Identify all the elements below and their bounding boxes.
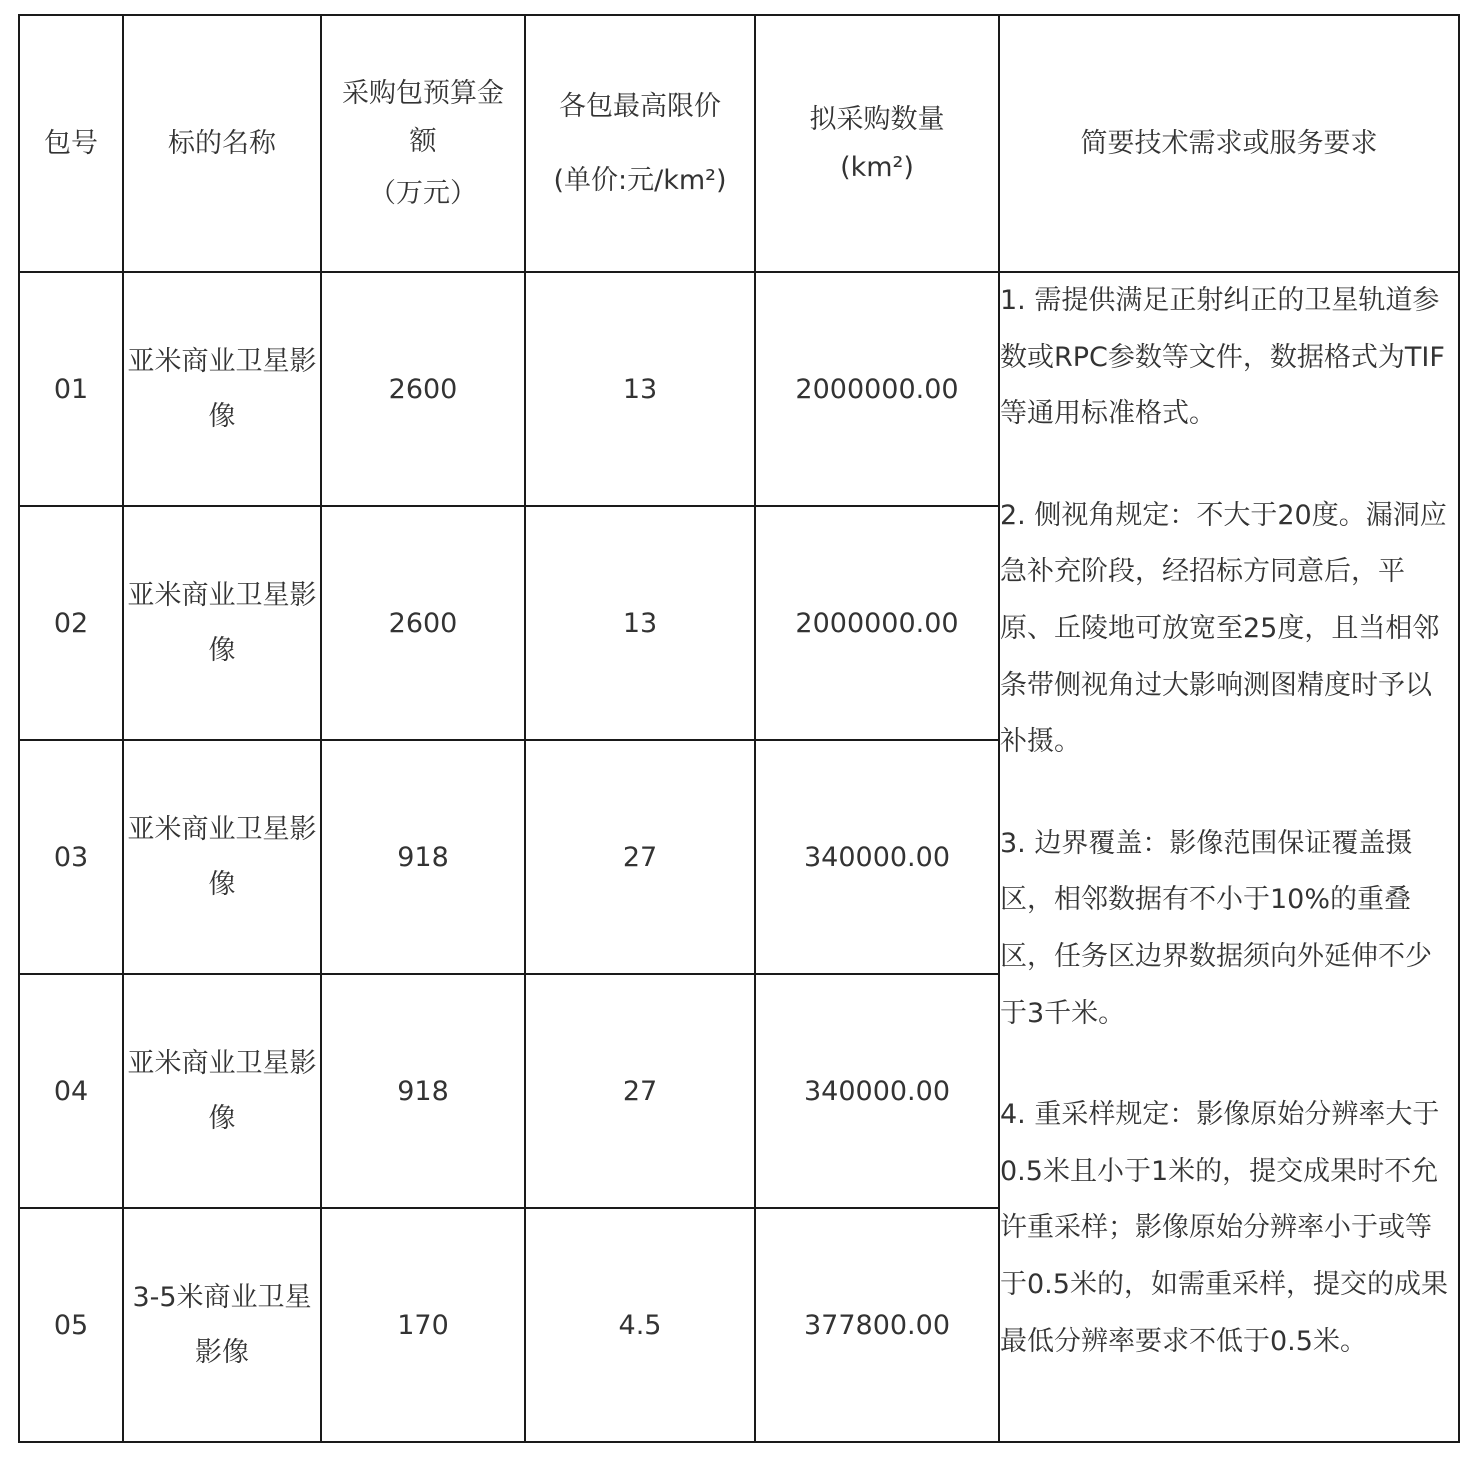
requirement-item: 1. 需提供满足正射纠正的卫星轨道参数或RPC参数等文件，数据格式为TIF等通用标准格式。 (1000, 285, 1445, 430)
budget-cell: 2600 (321, 506, 525, 740)
header-requirements (999, 15, 1459, 272)
quantity-cell: 2000000.00 (755, 506, 999, 740)
header-quantity-line2: (km²) (840, 151, 914, 183)
quantity-cell: 340000.00 (755, 740, 999, 974)
package-no-cell: 02 (19, 506, 123, 740)
header-item-name-label: 标的名称 (168, 127, 276, 159)
package-no-cell: 01 (19, 272, 123, 506)
quantity-cell: 2000000.00 (755, 272, 999, 506)
requirements-cell (999, 272, 1459, 1442)
requirement-item: 4. 重采样规定：影像原始分辨率大于0.5米且小于1米的，提交成果时不允许重采样；影像原始分辨率小于或等于0.5米的，如需重采样，提交的成果最低分辨率要求不低于0.5米。 (1000, 1099, 1448, 1357)
item-name-cell: 亚米商业卫星影像 (123, 506, 321, 740)
table-row (19, 272, 1459, 506)
header-quantity-line1: 拟采购数量 (809, 103, 945, 135)
max-price-cell: 13 (525, 506, 755, 740)
header-budget-line1: 采购包预算金 (342, 77, 504, 109)
item-name-cell: 3-5米商业卫星影像 (123, 1208, 321, 1442)
header-item-name (123, 15, 321, 272)
max-price-cell: 27 (525, 974, 755, 1208)
header-requirements-label: 简要技术需求或服务要求 (1080, 127, 1378, 159)
header-quantity (755, 15, 999, 272)
requirement-item: 2. 侧视角规定：不大于20度。漏洞应急补充阶段，经招标方同意后，平原、丘陵地可放宽至25度，且当相邻条带侧视角过大影响测图精度时予以补摄。 (1000, 499, 1447, 758)
max-price-cell: 27 (525, 740, 755, 974)
header-row (19, 15, 1459, 272)
budget-cell: 170 (321, 1208, 525, 1442)
package-no-cell: 05 (19, 1208, 123, 1442)
header-max-price-line1: 各包最高限价 (559, 90, 721, 122)
item-name-cell: 亚米商业卫星影像 (123, 272, 321, 506)
procurement-table (18, 14, 1460, 1443)
header-max-price-spacer (526, 131, 754, 157)
requirement-item: 3. 边界覆盖：影像范围保证覆盖摄区，相邻数据有不小于10%的重叠区，任务区边界数据须向外延伸不少于3千米。 (1000, 827, 1432, 1029)
budget-cell: 918 (321, 740, 525, 974)
item-name-cell: 亚米商业卫星影像 (123, 740, 321, 974)
package-no-cell: 03 (19, 740, 123, 974)
header-max-price (525, 15, 755, 272)
quantity-cell: 377800.00 (755, 1208, 999, 1442)
budget-cell: 2600 (321, 272, 525, 506)
header-budget-line3: （万元） (369, 177, 477, 209)
max-price-cell: 4.5 (525, 1208, 755, 1442)
header-budget-line2: 额 (409, 125, 437, 157)
header-package-no-label: 包号 (44, 127, 98, 159)
header-budget (321, 15, 525, 272)
header-max-price-line2: (单价:元/km²) (553, 164, 727, 196)
budget-cell: 918 (321, 974, 525, 1208)
max-price-cell: 13 (525, 272, 755, 506)
item-name-cell: 亚米商业卫星影像 (123, 974, 321, 1208)
header-package-no (19, 15, 123, 272)
quantity-cell: 340000.00 (755, 974, 999, 1208)
package-no-cell: 04 (19, 974, 123, 1208)
